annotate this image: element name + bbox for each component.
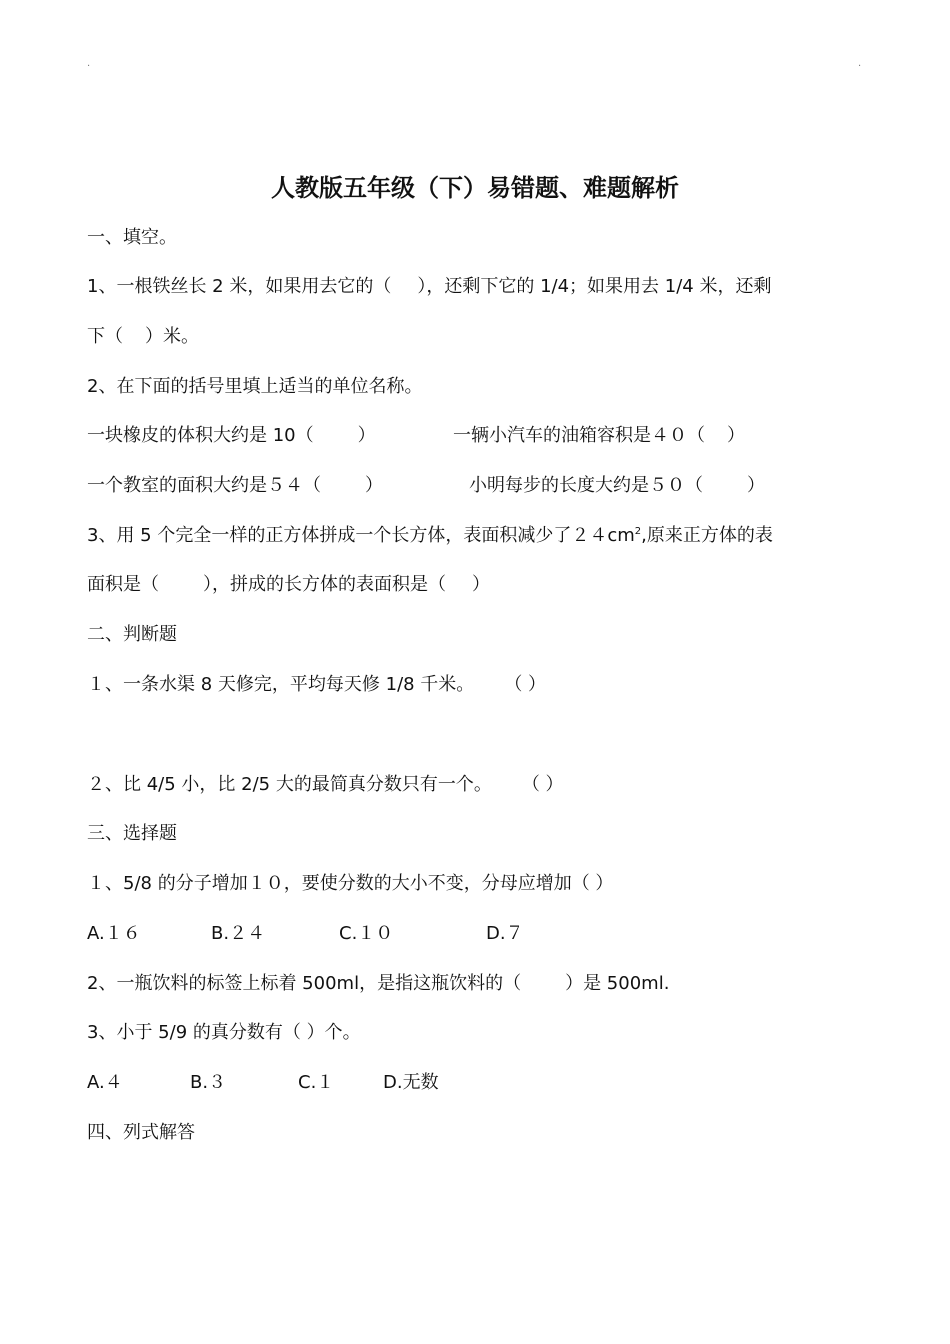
corner-mark-left: · [87,61,91,72]
choice-q3-option-d: D.无数 [383,1072,439,1093]
q2-row2-right-wrap [469,471,765,501]
q2-row1-left-close: ） [357,425,376,446]
choice-q1-option-a: A.１６ [87,923,141,944]
choice-q1-option-c: C.１０ [339,923,394,944]
section1-q3-line1 [87,521,773,551]
judge-q2-paren: （ ） [521,774,564,795]
q2-row1-right-close: ） [727,425,745,446]
q2-row1-left: 一块橡皮的体积大约是 10（ [87,425,314,446]
section3-heading: 三、选择题 [87,823,177,844]
q2-row1-right: 一辆小汽车的油箱容积是４０（ [453,425,705,446]
corner-mark-right: · [858,61,862,72]
section3-q1: １、5/8 的分子增加１０，要使分数的大小不变，分母应增加（ ） [87,873,614,894]
section1-q3-line2 [87,570,490,600]
q2-row2-right: 小明每步的长度大约是５０（ [469,475,703,496]
choice-q3-option-a: A.４ [87,1072,123,1093]
q3-text-d: ），拼成的长方体的表面积是（ [203,574,446,595]
section1-q1-line1 [87,272,771,302]
choice-q3-option-c: C.１ [298,1072,335,1093]
q2-row2-left: 一个教室的面积大约是５４（ [87,475,321,496]
section3-q2 [87,969,669,999]
section1-q2-row1 [87,421,867,451]
q1-text-d: ）米。 [145,326,199,347]
section3-q3: 3、小于 5/9 的真分数有（ ）个。 [87,1022,361,1043]
judge-q1-text: １、一条水渠 8 天修完，平均每天修 1/8 千米。 [87,674,475,695]
q3-text-b: ,原来正方体的表 [641,525,773,546]
q1-text-a: 1、一根铁丝长 2 米，如果用去它的（ [87,276,392,297]
q2-row1-right-wrap [453,421,745,451]
q3-text-e: ） [472,574,490,595]
section1-heading: 一、填空。 [87,227,177,248]
q3-text-a: 3、用 5 个完全一样的正方体拼成一个长方体，表面积减少了２４cm [87,525,635,546]
judge-q2-text: ２、比 4/5 小，比 2/5 大的最简真分数只有一个。 [87,774,492,795]
section1-q1-line2 [87,322,199,352]
q3-text-c: 面积是（ [87,574,159,595]
q2-row2-right-close: ） [747,475,765,496]
section2-q1 [87,670,546,700]
q1-text-c: 下（ [87,326,123,347]
choice-q1-option-d: D.７ [486,923,524,944]
choice-q2-text-a: 2、一瓶饮料的标签上标着 500ml，是指这瓶饮料的（ [87,973,522,994]
section2-q2 [87,770,564,800]
q1-text-b: ），还剩下它的 1/4；如果用去 1/4 米，还剩 [417,276,772,297]
section1-q2-row2 [87,471,867,501]
section1-q2-stem: 2、在下面的括号里填上适当的单位名称。 [87,376,423,397]
choice-q1-option-b: B.２４ [211,923,266,944]
page-title: 人教版五年级（下）易错题、难题解析 [271,174,679,202]
q3-superscript: 2 [634,526,642,537]
judge-q1-paren: （ ） [504,674,547,695]
section2-heading: 二、判断题 [87,624,177,645]
choice-q3-option-b: B.３ [190,1072,227,1093]
q2-row2-left-close: ） [365,475,383,496]
section4-heading: 四、列式解答 [87,1122,195,1143]
choice-q2-text-b: ）是 500ml. [565,973,670,994]
